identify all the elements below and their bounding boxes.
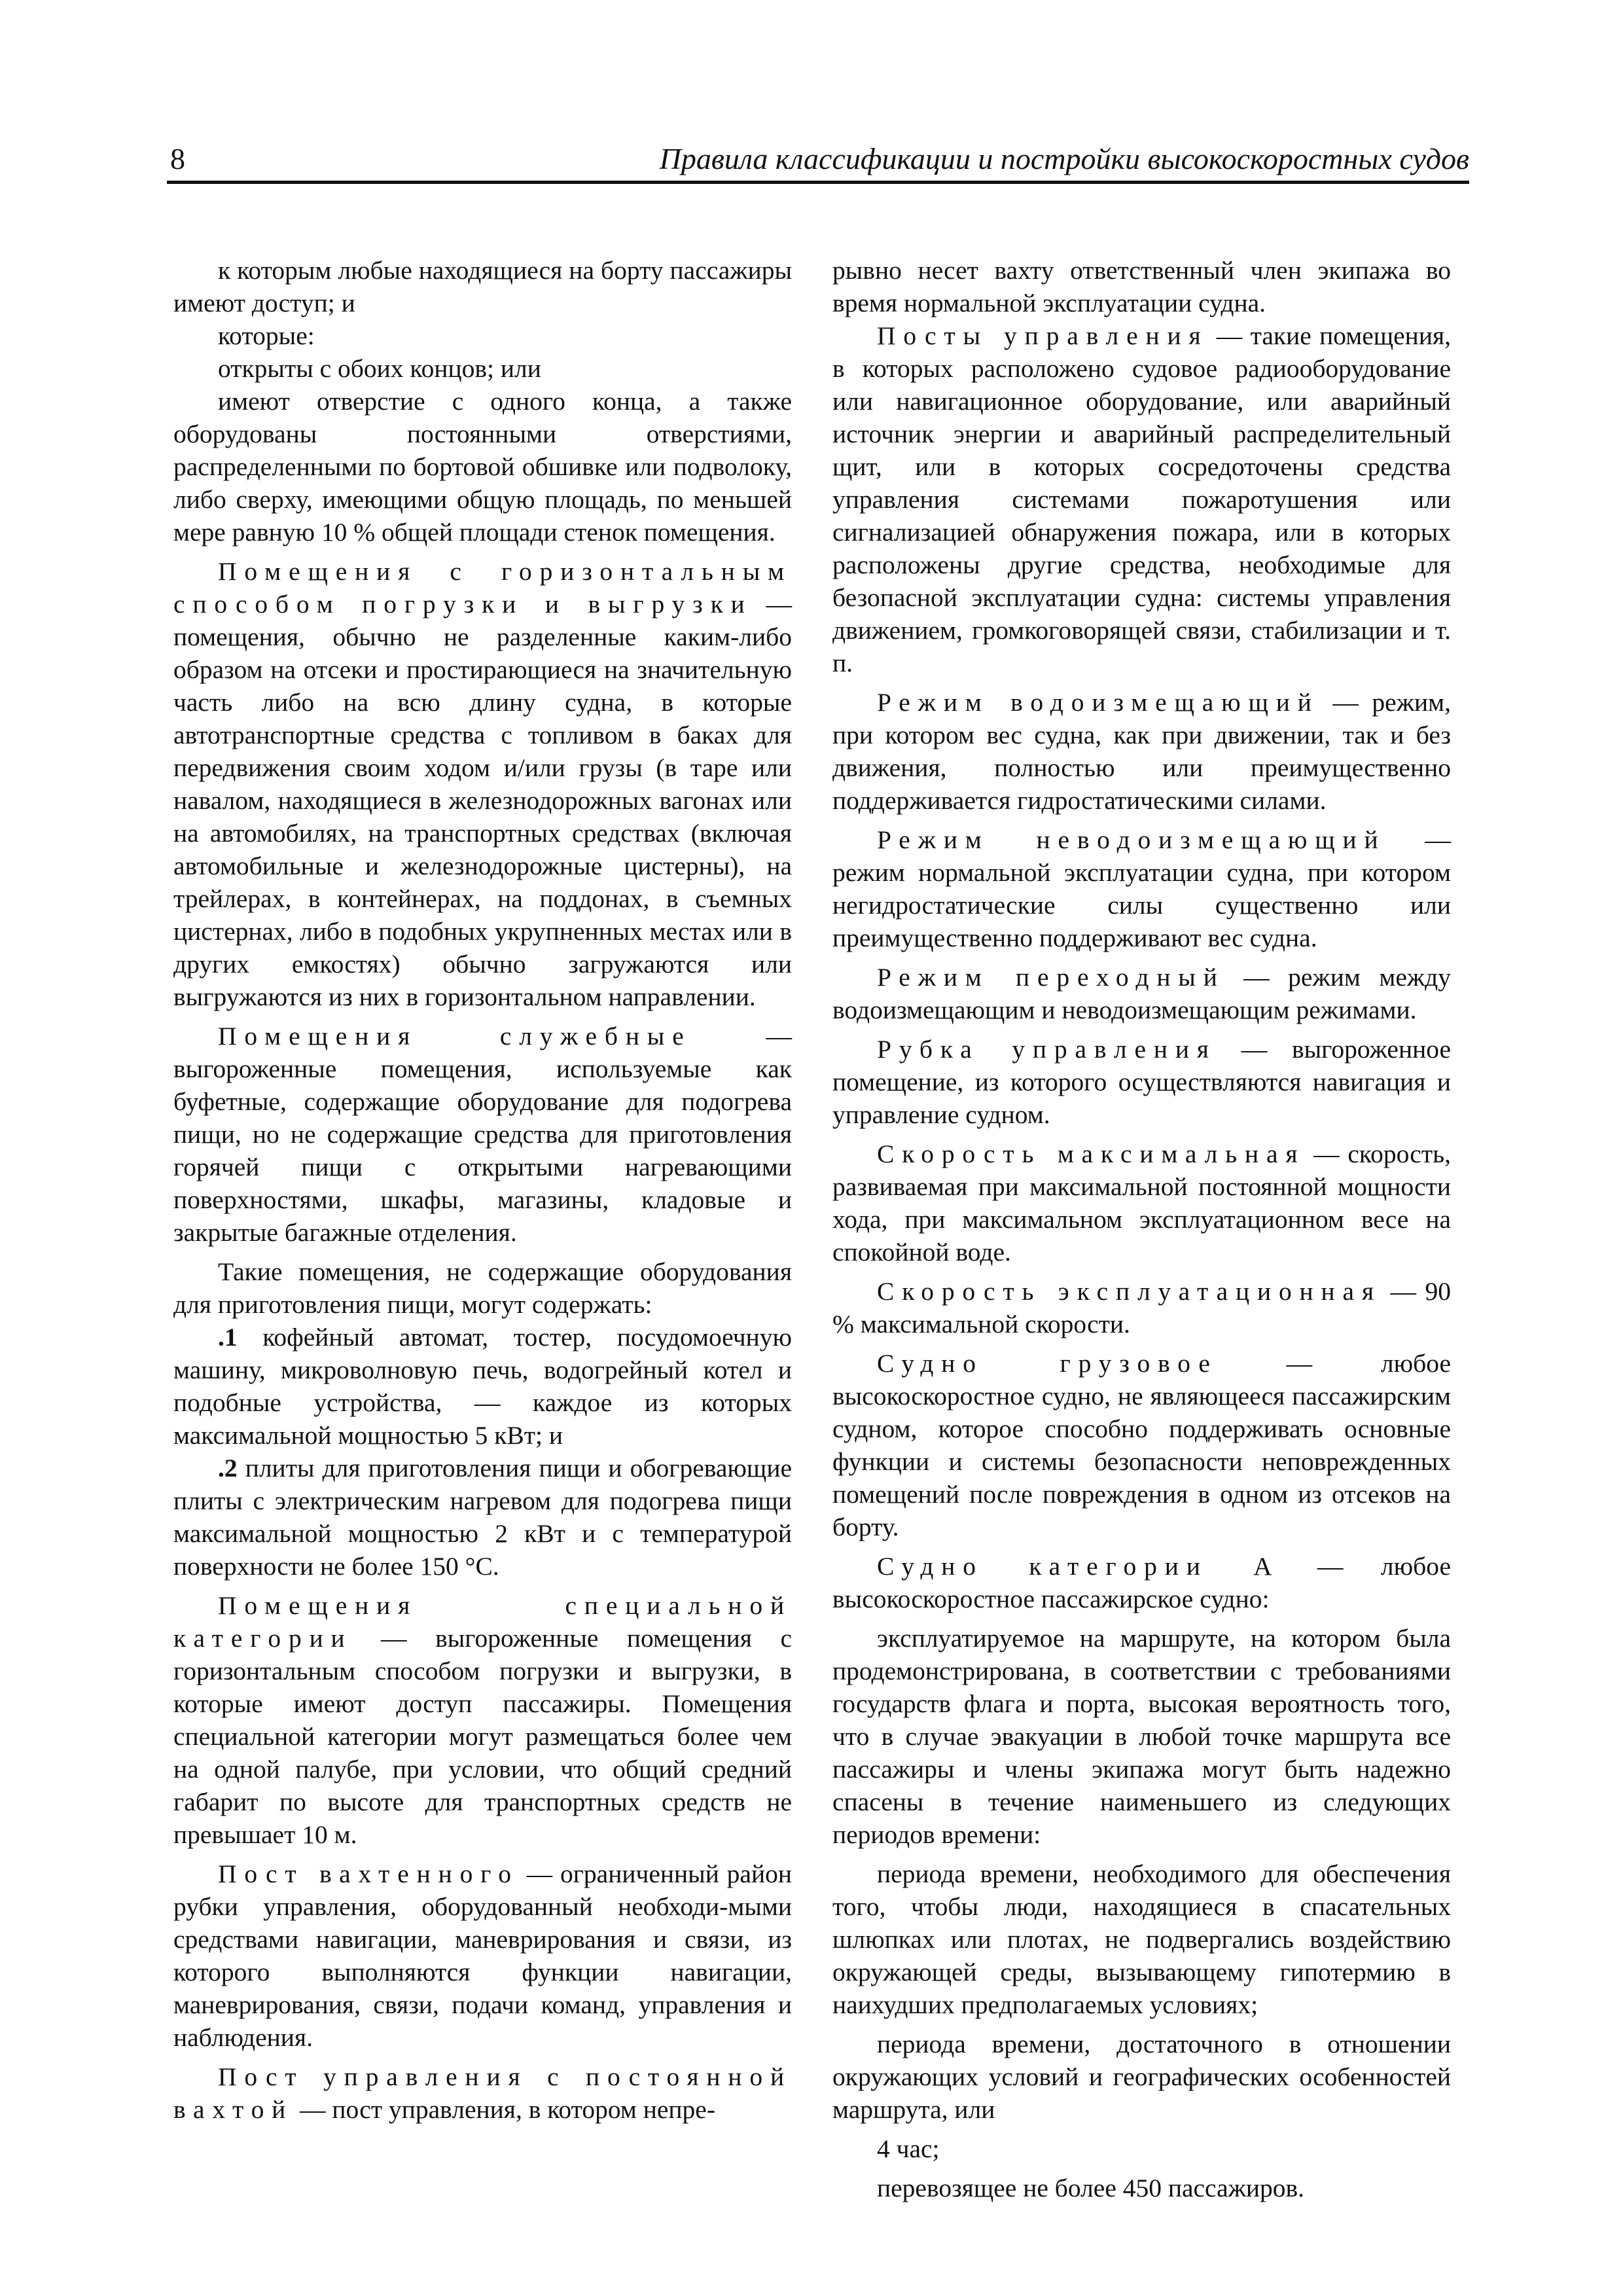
- left-column: [173, 254, 792, 2126]
- definition-text: — выгороженное помещение, из которого осуществляются навигация и управление судном.: [832, 1035, 1451, 1129]
- definition-paragraph: [832, 961, 1451, 1026]
- definition-text: — такие помещения, в которых расположено судовое радиооборудование или навигационное оборудование, или аварийный источник энергии и аварийный распределительный щит, или в которых сосредоточены средства управления системами пожаротушения или сигнализацией обнаружения пожара, или в которых расположены другие средства, необходимые для безопасной эксплуатации судна: системы управления движением, громкоговорящей связи, стабилизации и т. п.: [832, 321, 1451, 677]
- definition-text: — 90 % максимальной скорости.: [832, 1277, 1451, 1338]
- definition-text: — выгороженные помещения с горизонтальным способом погрузки и выгрузки, в которые имеют доступ пассажиры. Помещения специальной категории могут размещаться более чем на одной палубе, при условии, что общий средний габарит по высоте для транспортных средств не превышает 10 м.: [173, 1624, 792, 1849]
- list-number: .2: [218, 1454, 238, 1482]
- paragraph: 4 час;: [877, 2134, 940, 2163]
- list-number: .1: [218, 1323, 238, 1352]
- definition-term: Помещения специальной категории: [173, 1591, 792, 1653]
- definition-text: — помещения, обычно не разделенные каким-либо образом на отсеки и простирающиеся на значительную часть либо на всю длину судна, в которые автотранспортные средства с топливом в баках для передвижения своим ходом и/или грузы (в таре или навалом, находящиеся в железнодорожных вагонах или на автомобилях, на транспортных средствах (включая автомобильные и железнодорожные цистерны), на трейлерах, в контейнерах, на поддонах, в съемных цистернах, либо в подобных укрупненных местах или в других емкостях) обычно загружаются или выгружаются из них в горизонтальном направлении.: [173, 590, 792, 1011]
- definition-term: Пост вахтенного: [218, 1859, 519, 1888]
- definition-paragraph: [832, 319, 1451, 679]
- running-title: Правила классификации и постройки высокоскоростных судов: [659, 142, 1469, 175]
- definition-term: Помещения служебные: [218, 1022, 692, 1050]
- paragraph: рывно несет вахту ответственный член экипажа во время нормальной эксплуатации судна.: [832, 256, 1451, 317]
- definition-text: — режим, при котором вес судна, как при движении, так и без движения, полностью или преимущественно поддерживается гидростатическими силами.: [832, 688, 1451, 815]
- paragraph: Такие помещения, не содержащие оборудования для приготовления пищи, могут содержать:: [173, 1257, 792, 1319]
- definition-paragraph: [832, 1138, 1451, 1268]
- paragraph: периода времени, достаточного в отношении окружающих условий и географических особенностей маршрута, или: [832, 2030, 1451, 2124]
- definition-text: — ограниченный район рубки управления, оборудованный необходи-мыми средствами навигации, маневрирования и связи, из которого выполняются функции навигации, маневрирования, связи, подачи команд, управления и наблюдения.: [173, 1859, 792, 2052]
- list-text: кофейный автомат, тостер, посудомоечную машину, микроволновую печь, водогрейный котел и подобные устройства, — каждое из которых максимальной мощностью 5 кВт; и: [173, 1323, 792, 1450]
- definition-paragraph: [173, 1857, 792, 2054]
- definition-term: Пост управления с постоянной вахтой: [173, 2062, 792, 2124]
- definition-term: Посты управления: [877, 321, 1209, 350]
- definition-term: Скорость максимальная: [877, 1139, 1306, 1168]
- definition-term: Помещения с горизонтальным способом погрузки и выгрузки: [173, 557, 792, 619]
- page-number: 8: [170, 142, 185, 175]
- right-column: [832, 254, 1451, 2204]
- definition-paragraph: [832, 1275, 1451, 1340]
- definition-paragraph: [173, 1020, 792, 1249]
- paragraph: имеют отверстие с одного конца, а также оборудованы постоянными отверстиями, распределенными по бортовой обшивке или подволоку, либо сверху, имеющими общую площадь, по меньшей мере равную 10 % общей площади стенок помещения.: [173, 387, 792, 547]
- definition-paragraph: [832, 1550, 1451, 1615]
- definition-term: Судно категории А: [877, 1552, 1280, 1581]
- definition-term: Режим неводоизмещающий: [877, 825, 1386, 854]
- paragraph: открыты с обоих концов; или: [218, 354, 541, 383]
- paragraph: перевозящее не более 450 пассажиров.: [877, 2174, 1305, 2202]
- definition-text: — пост управления, в котором непре-: [293, 2095, 715, 2124]
- list-item: [173, 1321, 792, 1452]
- definition-term: Рубка управления: [877, 1035, 1217, 1064]
- list-item: [173, 1452, 792, 1583]
- list-text: плиты для приготовления пищи и обогревающие плиты с электрическим нагревом для подогрева пищи максимальной мощностью 2 кВт и с температурой поверхности не более 150 °С.: [173, 1454, 792, 1581]
- paragraph: к которым любые находящиеся на борту пассажиры имеют доступ; и: [173, 256, 792, 317]
- definition-paragraph: [832, 823, 1451, 954]
- paragraph: которые:: [218, 321, 315, 350]
- definition-term: Режим водоизмещающий: [877, 688, 1319, 717]
- definition-term: Режим переходный: [877, 963, 1225, 992]
- definition-term: Скорость эксплуатационная: [877, 1277, 1382, 1306]
- paragraph: эксплуатируемое на маршруте, на котором была продемонстрирована, в соответствии с требованиями государств флага и порта, высокая вероятность того, что в случае эвакуации в любой точке маршрута все пассажиры и члены экипажа могут быть надежно спасены в течение наименьшего из следующих периодов времени:: [832, 1624, 1451, 1849]
- definition-text: — скорость, развиваемая при максимальной постоянной мощности хода, при максимальном эксплуатационном весе на спокойной воде.: [832, 1139, 1451, 1266]
- page-header: [167, 137, 1469, 184]
- definition-paragraph: [832, 1033, 1451, 1131]
- definition-term: Судно грузовое: [877, 1349, 1218, 1378]
- paragraph: периода времени, необходимого для обеспечения того, чтобы люди, находящиеся в спасательных шлюпках или плотах, не подвергались воздействию окружающей среды, вызывающему гипотермию в наихудших предполагаемых условиях;: [832, 1859, 1451, 2019]
- definition-paragraph: [832, 1347, 1451, 1543]
- definition-paragraph: [832, 686, 1451, 817]
- definition-text: — любое высокоскоростное судно, не являющееся пассажирским судном, которое способно поддерживать основные функции и системы безопасности неповрежденных помещений после повреждения в одном из отсеков на борту.: [832, 1349, 1451, 1541]
- definition-paragraph: [173, 1589, 792, 1851]
- definition-text: — режим между водоизмещающим и неводоизмещающим режимами.: [832, 963, 1451, 1024]
- definition-text: — режим нормальной эксплуатации судна, при котором негидростатические силы существенно или преимущественно поддерживают вес судна.: [832, 825, 1451, 952]
- definition-text: — выгороженные помещения, используемые как буфетные, содержащие оборудование для подогрева пищи, но не содержащие средства для приготовления горячей пищи с открытыми нагревающими поверхностями, шкафы, магазины, кладовые и закрытые багажные отделения.: [173, 1022, 792, 1247]
- definition-paragraph: [173, 555, 792, 1013]
- definition-text: — любое высокоскоростное пассажирское судно:: [832, 1552, 1451, 1613]
- definition-paragraph: [173, 2060, 792, 2126]
